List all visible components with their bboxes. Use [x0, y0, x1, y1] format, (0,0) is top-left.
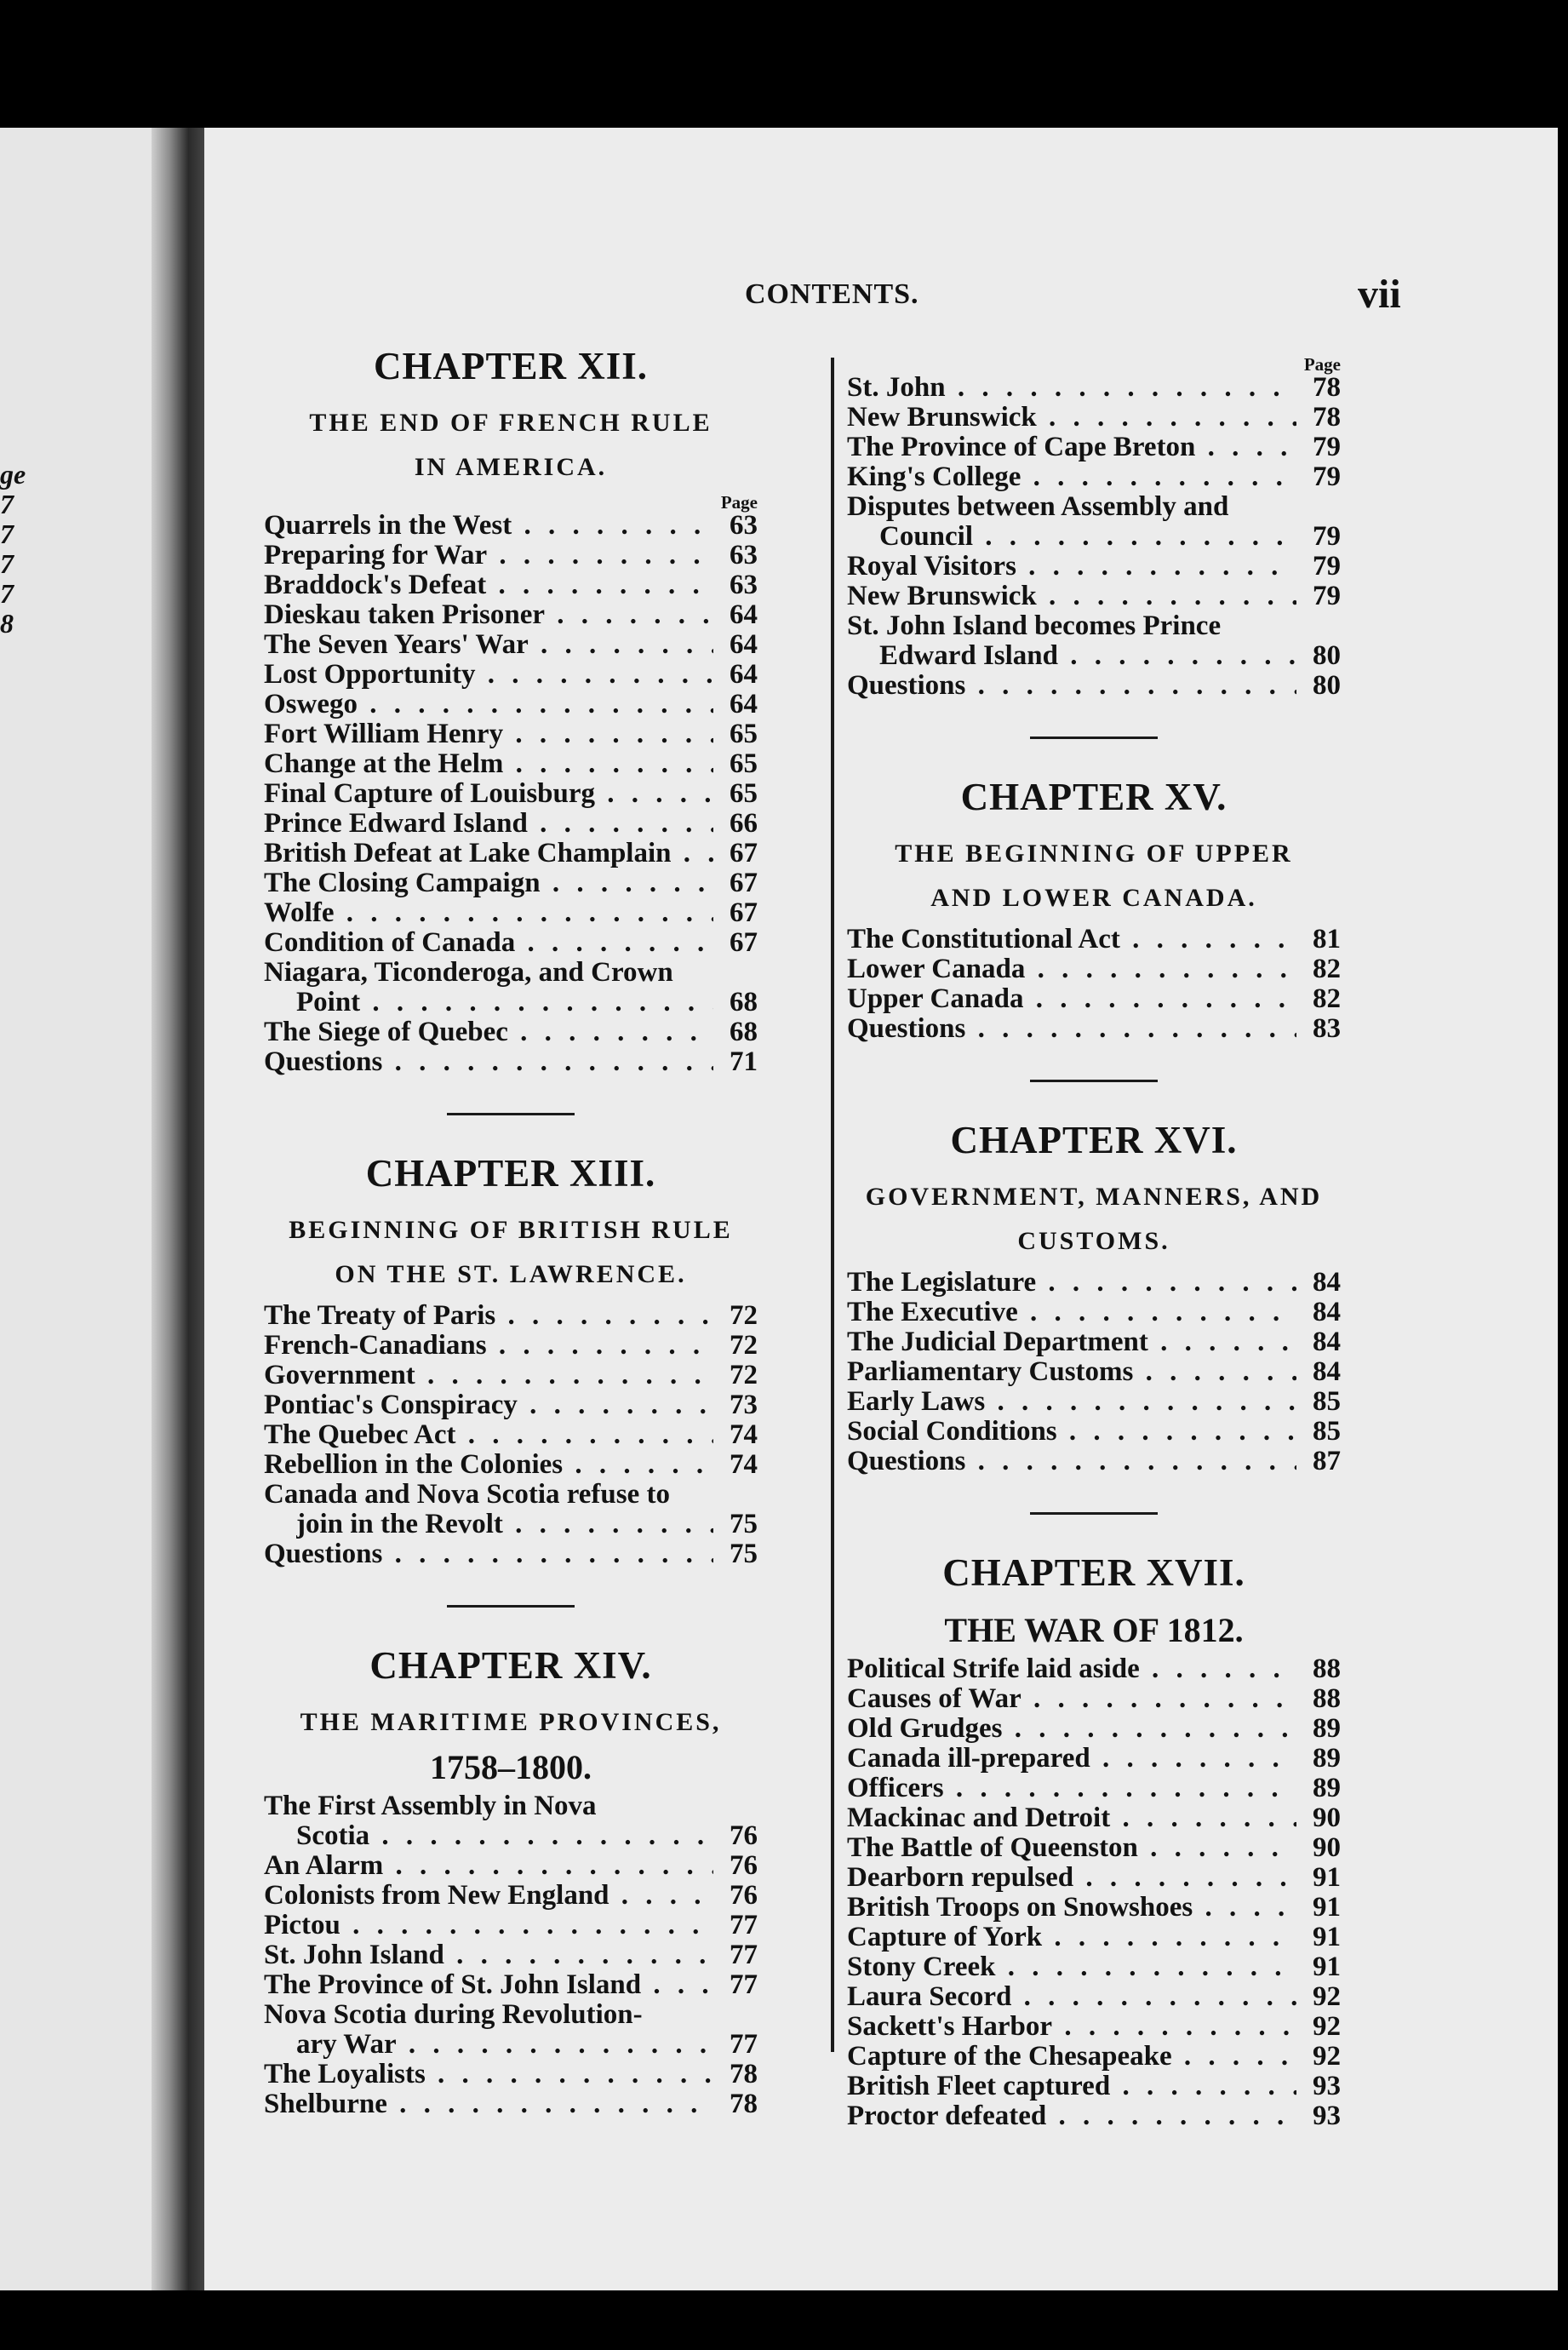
page-number: vii	[1358, 272, 1401, 317]
toc-entry	[264, 1450, 758, 1480]
toc-entry	[264, 1390, 758, 1420]
toc-entry-title: Social Conditions . . .	[847, 1417, 1296, 1447]
toc-entry-title: The Seven Years' War . . .	[264, 630, 713, 660]
chapter-heading: CHAPTER XVII.	[942, 1551, 1245, 1594]
toc-entry-page: 78	[1313, 372, 1341, 403]
toc-entry-title: Change at the Helm . . .	[264, 749, 713, 779]
section-rule	[1030, 737, 1158, 739]
toc-entry-title: Nova Scotia during Revolution-	[264, 1999, 643, 2030]
toc-entry-title: The Province of St. John Island . . .	[264, 1970, 713, 2000]
toc-entry-title: An Alarm . . .	[264, 1851, 713, 1881]
toc-entry	[847, 1014, 1341, 1044]
chapter-subtitle: ON THE ST. LAWRENCE.	[335, 1260, 687, 1288]
toc-entry-page: 90	[1313, 1803, 1341, 1833]
toc-entry	[847, 1833, 1341, 1863]
toc-entry-title: Prince Edward Island . . .	[264, 809, 713, 839]
chapter-subtitle: CUSTOMS.	[1017, 1227, 1170, 1255]
toc-entry-title: Government . . .	[264, 1361, 713, 1390]
toc-entry-page: 80	[1313, 670, 1341, 701]
toc-entry	[264, 868, 758, 898]
facing-page-glyph: 7	[0, 489, 14, 519]
toc-entry	[264, 1970, 758, 2000]
facing-page-glyph: ge	[0, 459, 26, 490]
toc-entry	[264, 511, 758, 541]
toc-entry-title: The Loyalists . . .	[264, 2060, 713, 2089]
toc-entry	[264, 1911, 758, 1940]
toc-entry	[847, 925, 1341, 954]
toc-entry	[264, 809, 758, 839]
toc-entry-title: Capture of the Chesapeake . . .	[847, 2042, 1296, 2072]
toc-entry	[847, 1268, 1341, 1298]
section-rule	[1030, 1080, 1158, 1082]
toc-entry-title: Pictou . . .	[264, 1911, 713, 1940]
toc-entry	[847, 582, 1341, 611]
toc-entry-title: Parliamentary Customs . . .	[847, 1357, 1296, 1387]
toc-entry	[264, 779, 758, 809]
toc-entry	[264, 1047, 758, 1077]
toc-entry-title: Early Laws . . .	[847, 1387, 1296, 1417]
toc-entry-page: 65	[730, 719, 758, 749]
toc-entry-title: St. John Island becomes Prince	[847, 610, 1222, 641]
toc-entry-page: 67	[730, 838, 758, 868]
toc-entry-page: 65	[730, 778, 758, 809]
toc-entry-page: 64	[730, 659, 758, 690]
toc-entry-page: 76	[730, 1880, 758, 1911]
toc-entry-title: Disputes between Assembly and	[847, 491, 1229, 522]
toc-entry-page: 77	[730, 1910, 758, 1940]
toc-entry-title: Dearborn repulsed . . .	[847, 1863, 1296, 1893]
toc-entry-title: The Siege of Quebec . . .	[264, 1017, 713, 1047]
toc-entry-page: 71	[730, 1046, 758, 1077]
toc-entry	[264, 1361, 758, 1390]
toc-entry	[847, 1654, 1341, 1684]
toc-entry	[264, 928, 758, 958]
toc-entry-page: 90	[1313, 1832, 1341, 1863]
toc-entry	[847, 433, 1341, 462]
chapter-subtitle: IN AMERICA.	[414, 453, 608, 481]
toc-entry	[847, 1982, 1341, 2012]
chapter-block	[264, 342, 758, 1077]
chapter-subtitle: GOVERNMENT, MANNERS, AND	[865, 1183, 1323, 1211]
toc-entry	[264, 1331, 758, 1361]
toc-entry-title-continued: Edward Island . . .	[879, 641, 1296, 671]
toc-entry	[264, 839, 758, 868]
toc-entry-page: 77	[730, 1969, 758, 2000]
toc-entry-title: The Quebec Act . . .	[264, 1420, 713, 1450]
toc-entry-page: 65	[730, 748, 758, 779]
toc-entry-title: The Judicial Department . . .	[847, 1327, 1296, 1357]
toc-entry-title: The Province of Cape Breton . . .	[847, 433, 1296, 462]
toc-entry-page: 74	[730, 1449, 758, 1480]
facing-page-glyph: 8	[0, 608, 14, 639]
chapter-heading: CHAPTER XVI.	[950, 1119, 1238, 1161]
toc-entry	[847, 373, 1341, 403]
toc-entry-title: Lower Canada . . .	[847, 954, 1296, 984]
page-column-label: Page	[720, 492, 758, 513]
facing-page-fragment	[0, 460, 26, 639]
toc-entry-title: Fort William Henry . . .	[264, 719, 713, 749]
toc-entry-page: 64	[730, 689, 758, 719]
toc-entry	[847, 2101, 1341, 2131]
toc-entry-page: 63	[730, 570, 758, 600]
toc-entry-page: 89	[1313, 1713, 1341, 1744]
toc-entry-page: 78	[730, 2089, 758, 2119]
toc-entry	[847, 1774, 1341, 1803]
toc-entry-title: Shelburne . . .	[264, 2089, 713, 2119]
toc-entry	[847, 1684, 1341, 1714]
left-column	[264, 342, 758, 2119]
toc-entry-title: Capture of York . . .	[847, 1923, 1296, 1952]
toc-entry	[264, 749, 758, 779]
page-column-label: Page	[1303, 354, 1341, 375]
chapter-heading: CHAPTER XIII.	[365, 1152, 656, 1195]
toc-entry-page: 77	[730, 1940, 758, 1970]
chapter-subtitle: THE END OF FRENCH RULE	[309, 409, 712, 437]
toc-entry-page: 91	[1313, 1952, 1341, 1982]
toc-entry	[847, 1447, 1341, 1476]
chapter-date: 1758–1800.	[430, 1748, 592, 1786]
toc-entry	[264, 1017, 758, 1047]
facing-page-edge	[0, 128, 152, 2290]
chapter-subtitle: THE BEGINNING OF UPPER	[895, 840, 1293, 868]
toc-entry-title-continued: ary War . . .	[296, 2030, 713, 2060]
toc-entry-title: Mackinac and Detroit . . .	[847, 1803, 1296, 1833]
toc-entry-page: 67	[730, 897, 758, 928]
toc-entry-title: Canada ill-prepared . . .	[847, 1744, 1296, 1774]
toc-entry	[847, 552, 1341, 582]
toc-entry-title: Dieskau taken Prisoner . . .	[264, 600, 713, 630]
toc-entry-title: Questions . . .	[847, 671, 1296, 701]
toc-entry	[847, 611, 1341, 671]
toc-entry-page: 92	[1313, 1981, 1341, 2012]
toc-entry-title: The First Assembly in Nova	[264, 1791, 597, 1821]
toc-entry-page: 68	[730, 987, 758, 1017]
toc-entry-page: 76	[730, 1850, 758, 1881]
toc-entry-page: 72	[730, 1360, 758, 1390]
toc-entry	[264, 1539, 758, 1569]
toc-entry-page: 84	[1313, 1297, 1341, 1327]
toc-entry-page: 75	[730, 1539, 758, 1569]
toc-entry-page: 79	[1313, 461, 1341, 492]
toc-entry	[264, 1420, 758, 1450]
toc-entry-title: The Closing Campaign . . .	[264, 868, 713, 898]
toc-entry	[264, 2060, 758, 2089]
section-rule	[447, 1113, 575, 1115]
chapter-heading: CHAPTER XV.	[960, 776, 1228, 818]
chapter-subtitle: THE MARITIME PROVINCES,	[300, 1708, 722, 1736]
toc-entry-title: Laura Secord . . .	[847, 1982, 1296, 2012]
toc-entry-title: Officers . . .	[847, 1774, 1296, 1803]
toc-entry-page: 68	[730, 1017, 758, 1047]
toc-entry-title-continued: join in the Revolt . . .	[296, 1510, 713, 1539]
toc-entry	[847, 2042, 1341, 2072]
toc-entry-title: Lost Opportunity . . .	[264, 660, 713, 690]
toc-entry-page: 63	[730, 540, 758, 570]
toc-entry	[847, 1714, 1341, 1744]
toc-entry-page: 88	[1313, 1683, 1341, 1714]
toc-entry-title-continued: Council . . .	[879, 522, 1296, 552]
toc-entry-title-continued: Scotia . . .	[296, 1821, 713, 1851]
toc-entry-page: 85	[1313, 1386, 1341, 1417]
chapter-subtitle: BEGINNING OF BRITISH RULE	[289, 1216, 733, 1244]
toc-entry-title: The Executive . . .	[847, 1298, 1296, 1327]
toc-entry-title: Upper Canada . . .	[847, 984, 1296, 1014]
toc-entry-title: Preparing for War . . .	[264, 541, 713, 570]
toc-entry	[264, 2089, 758, 2119]
chapter-block	[847, 737, 1341, 1044]
toc-entry-title: Questions . . .	[847, 1014, 1296, 1044]
toc-entry	[847, 1327, 1341, 1357]
toc-entry-title: Pontiac's Conspiracy . . .	[264, 1390, 713, 1420]
toc-entry-page: 82	[1313, 954, 1341, 984]
toc-entry-page: 93	[1313, 2101, 1341, 2131]
toc-entry	[264, 1480, 758, 1539]
toc-entry	[847, 1298, 1341, 1327]
toc-entry-page: 82	[1313, 983, 1341, 1014]
toc-entry	[847, 1893, 1341, 1923]
toc-entry-page: 78	[1313, 402, 1341, 433]
toc-entry-title: Stony Creek . . .	[847, 1952, 1296, 1982]
toc-entry-page: 80	[1313, 640, 1341, 671]
toc-entry-page: 91	[1313, 1862, 1341, 1893]
toc-entry-page: 85	[1313, 1416, 1341, 1447]
toc-entry-page: 78	[730, 2059, 758, 2089]
column-divider	[831, 358, 834, 2052]
toc-entry	[264, 719, 758, 749]
toc-entry	[847, 1357, 1341, 1387]
toc-entry	[847, 954, 1341, 984]
running-head: CONTENTS.	[745, 278, 919, 310]
toc-entry-title: Braddock's Defeat . . .	[264, 570, 713, 600]
toc-entry-page: 66	[730, 808, 758, 839]
toc-entry-page: 91	[1313, 1922, 1341, 1952]
chapter-block	[264, 1113, 758, 1569]
toc-entry-title: French-Canadians . . .	[264, 1331, 713, 1361]
toc-entry-title: Condition of Canada . . .	[264, 928, 713, 958]
toc-entry	[264, 660, 758, 690]
toc-entry-page: 89	[1313, 1743, 1341, 1774]
toc-entry-title: Old Grudges . . .	[847, 1714, 1296, 1744]
toc-entry-page: 87	[1313, 1446, 1341, 1476]
toc-entry-page: 83	[1313, 1013, 1341, 1044]
toc-entry	[847, 1744, 1341, 1774]
toc-entry-page: 79	[1313, 581, 1341, 611]
toc-entry-title: Wolfe . . .	[264, 898, 713, 928]
toc-entry-page: 73	[730, 1390, 758, 1420]
toc-entry-page: 79	[1313, 521, 1341, 552]
right-column	[847, 356, 1341, 2131]
toc-entry-title: Questions . . .	[264, 1539, 713, 1569]
toc-entry	[264, 898, 758, 928]
toc-entry-title: The Legislature . . .	[847, 1268, 1296, 1298]
toc-entry-page: 75	[730, 1509, 758, 1539]
toc-entry-page: 84	[1313, 1267, 1341, 1298]
toc-entry-page: 77	[730, 2029, 758, 2060]
toc-entry-page: 76	[730, 1820, 758, 1851]
toc-entry-title: The Treaty of Paris . . .	[264, 1301, 713, 1331]
toc-entry-page: 67	[730, 868, 758, 898]
toc-entry	[264, 541, 758, 570]
toc-entry-page: 64	[730, 629, 758, 660]
toc-entry-title: Rebellion in the Colonies . . .	[264, 1450, 713, 1480]
chapter-heading: CHAPTER XII.	[373, 345, 649, 387]
toc-entry-title: Canada and Nova Scotia refuse to	[264, 1479, 671, 1510]
toc-entry-page: 92	[1313, 2011, 1341, 2042]
book-gutter	[152, 128, 204, 2290]
toc-entry-page: 63	[730, 510, 758, 541]
toc-entry-title: St. John Island . . .	[264, 1940, 713, 1970]
toc-entry-page: 72	[730, 1300, 758, 1331]
facing-page-glyph: 7	[0, 519, 14, 549]
toc-entry	[264, 630, 758, 660]
toc-entry	[847, 1923, 1341, 1952]
toc-entry-page: 84	[1313, 1356, 1341, 1387]
toc-entry-page: 79	[1313, 432, 1341, 462]
toc-entry	[264, 570, 758, 600]
toc-entry-title: The Battle of Queenston . . .	[847, 1833, 1296, 1863]
chapter-block	[264, 1605, 758, 2119]
toc-entry-page: 81	[1313, 924, 1341, 954]
toc-entry	[847, 1387, 1341, 1417]
toc-entry-title: Political Strife laid aside . . .	[847, 1654, 1296, 1684]
toc-entry-title: Questions . . .	[847, 1447, 1296, 1476]
toc-entry	[847, 1952, 1341, 1982]
toc-entry	[264, 2000, 758, 2060]
chapter-block	[847, 356, 1341, 701]
chapter-block	[847, 1512, 1341, 2131]
toc-entry	[847, 984, 1341, 1014]
toc-entry	[847, 2072, 1341, 2101]
toc-entry-title-continued: Point . . .	[296, 988, 713, 1017]
toc-entry-title: Proctor defeated . . .	[847, 2101, 1296, 2131]
toc-entry	[264, 1301, 758, 1331]
toc-entry	[264, 690, 758, 719]
toc-entry-title: Questions . . .	[264, 1047, 713, 1077]
chapter-heading: CHAPTER XIV.	[369, 1644, 652, 1687]
section-rule	[447, 1605, 575, 1608]
toc-entry-page: 92	[1313, 2041, 1341, 2072]
toc-entry-title: Niagara, Ticonderoga, and Crown	[264, 957, 673, 988]
toc-entry-title: New Brunswick . . .	[847, 403, 1296, 433]
chapter-date: THE WAR OF 1812.	[944, 1611, 1244, 1649]
toc-entry-title: Royal Visitors . . .	[847, 552, 1296, 582]
toc-entry-title: British Fleet captured . . .	[847, 2072, 1296, 2101]
toc-entry	[847, 1417, 1341, 1447]
toc-entry	[847, 2012, 1341, 2042]
toc-entry	[847, 492, 1341, 552]
toc-entry-title: Final Capture of Louisburg . . .	[264, 779, 713, 809]
toc-entry-title: Quarrels in the West . . .	[264, 511, 713, 541]
toc-entry	[264, 1940, 758, 1970]
toc-entry-title: Colonists from New England . . .	[264, 1881, 713, 1911]
toc-entry-title: British Troops on Snowshoes . . .	[847, 1893, 1296, 1923]
toc-entry-page: 84	[1313, 1327, 1341, 1357]
toc-entry-page: 89	[1313, 1773, 1341, 1803]
facing-page-glyph: 7	[0, 548, 14, 579]
toc-entry	[847, 671, 1341, 701]
toc-entry	[264, 600, 758, 630]
toc-entry-page: 79	[1313, 551, 1341, 582]
toc-entry	[264, 1851, 758, 1881]
toc-entry	[847, 403, 1341, 433]
toc-entry	[847, 1863, 1341, 1893]
toc-entry-page: 74	[730, 1419, 758, 1450]
toc-entry-page: 91	[1313, 1892, 1341, 1923]
section-rule	[1030, 1512, 1158, 1515]
facing-page-glyph: 7	[0, 578, 14, 609]
toc-entry-title: Causes of War . . .	[847, 1684, 1296, 1714]
toc-entry	[847, 1803, 1341, 1833]
toc-entry-title: The Constitutional Act . . .	[847, 925, 1296, 954]
toc-entry-page: 93	[1313, 2071, 1341, 2101]
toc-entry	[264, 1881, 758, 1911]
toc-entry-page: 88	[1313, 1654, 1341, 1684]
toc-entry-title: King's College . . .	[847, 462, 1296, 492]
toc-entry-title: Oswego . . .	[264, 690, 713, 719]
toc-entry-title: New Brunswick . . .	[847, 582, 1296, 611]
chapter-subtitle: AND LOWER CANADA.	[930, 884, 1257, 912]
toc-entry	[847, 462, 1341, 492]
toc-entry-title: St. John . . .	[847, 373, 1296, 403]
toc-entry	[264, 958, 758, 1017]
toc-entry-page: 67	[730, 927, 758, 958]
toc-entry-page: 64	[730, 599, 758, 630]
toc-entry	[264, 1791, 758, 1851]
chapter-block	[847, 1080, 1341, 1476]
toc-entry-title: British Defeat at Lake Champlain . . .	[264, 839, 713, 868]
toc-entry-title: Sackett's Harbor . . .	[847, 2012, 1296, 2042]
toc-entry-page: 72	[730, 1330, 758, 1361]
